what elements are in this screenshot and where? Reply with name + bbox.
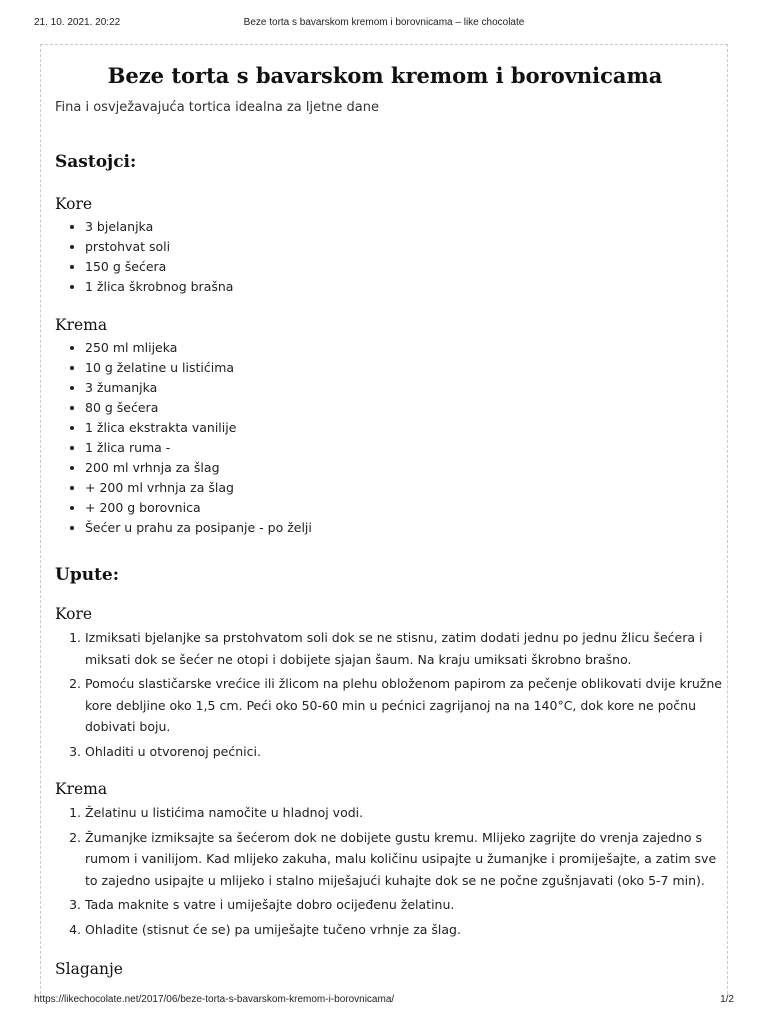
list-item: • 1 žlica ekstrakta vanilije [85, 418, 312, 438]
list-item: 1. Izmiksati bjelanjke sa prstohvatom soli dok se ne stisnu, zatim dodati jednu po jednu žlicu šećera i miksati dok se šećer ne otopi i dobijete sjajan šaum. Na kraju umiksati škrobno brašno. [85, 627, 725, 670]
list-item: • 150 g šećera [85, 257, 233, 277]
list-item: • 3 žumanjka [85, 378, 312, 398]
list-item: 2. Pomoću slastičarske vrećice ili žlicom na plehu obloženom papirom za pečenje oblikovati dvije kružne kore debljine oko 1,5 cm. Peći oko 50-60 min u pećnici zagrijanoj na na 140°C, dok kore ne počnu dobivati boju. [85, 673, 725, 738]
print-footer [0, 994, 768, 1008]
page-number: 1/2 [720, 994, 734, 1005]
list-item: 3. Tada maknite s vatre i umiješajte dobro ocijeđenu želatinu. [85, 894, 725, 916]
list-item: • 1 žlica škrobnog brašna [85, 277, 233, 297]
print-url: https://likechocolate.net/2017/06/beze-torta-s-bavarskom-kremom-i-borovnicama/ [34, 994, 395, 1005]
list-item: • + 200 g borovnica [85, 498, 312, 518]
ingredients-krema-list [55, 338, 312, 538]
ingredients-kore-heading: Kore [55, 195, 93, 213]
list-item: • 3 bjelanjka [85, 217, 233, 237]
list-item: • 80 g šećera [85, 398, 312, 418]
list-item: • + 200 ml vrhnja za šlag [85, 478, 312, 498]
print-page-title: Beze torta s bavarskom kremom i borovnicama – like chocolate [243, 17, 525, 28]
instructions-krema-heading: Krema [55, 780, 108, 798]
instructions-krema-steps [55, 802, 725, 943]
list-item: • 250 ml mlijeka [85, 338, 312, 358]
list-item: • prstohvat soli [85, 237, 233, 257]
list-item: 3. Ohladiti u otvorenoj pećnici. [85, 741, 725, 763]
list-item: 4. Ohladite (stisnut će se) pa umiješajte tučeno vrhnje za šlag. [85, 919, 725, 941]
instructions-slaganje-heading: Slaganje [55, 960, 123, 978]
ingredients-kore-list [55, 217, 233, 297]
list-item: • 1 žlica ruma - [85, 438, 312, 458]
list-item: 1. Želatinu u listićima namočite u hladnoj vodi. [85, 802, 725, 824]
ingredients-heading: Sastojci: [55, 152, 137, 172]
recipe-title: Beze torta s bavarskom kremom i borovnicama [107, 63, 663, 88]
list-item: 2. Žumanjke izmiksajte sa šećerom dok ne dobijete gustu kremu. Mlijeko zagrijte do vrenja zajedno s rumom i vanilijom. Kad mlijeko zakuha, malu količinu usipajte u žumanjke i promiješajte, a zatim sve to zajedno usipajte u mlijeko i stalno miješajući kuhajte dok se ne počne zgušnjavati (oko 5-7 min). [85, 827, 725, 892]
recipe-subtitle: Fina i osvježavajuća tortica idealna za ljetne dane [55, 100, 379, 115]
list-item: • 200 ml vrhnja za šlag [85, 458, 312, 478]
print-header [0, 17, 768, 31]
list-item: • Šećer u prahu za posipanje - po želji [85, 518, 312, 538]
print-date: 21. 10. 2021. 20:22 [34, 17, 121, 28]
list-item: • 10 g želatine u listićima [85, 358, 312, 378]
instructions-kore-heading: Kore [55, 605, 93, 623]
ingredients-krema-heading: Krema [55, 316, 108, 334]
instructions-kore-steps [55, 627, 725, 765]
recipe-card [40, 44, 728, 994]
instructions-heading: Upute: [55, 565, 120, 585]
